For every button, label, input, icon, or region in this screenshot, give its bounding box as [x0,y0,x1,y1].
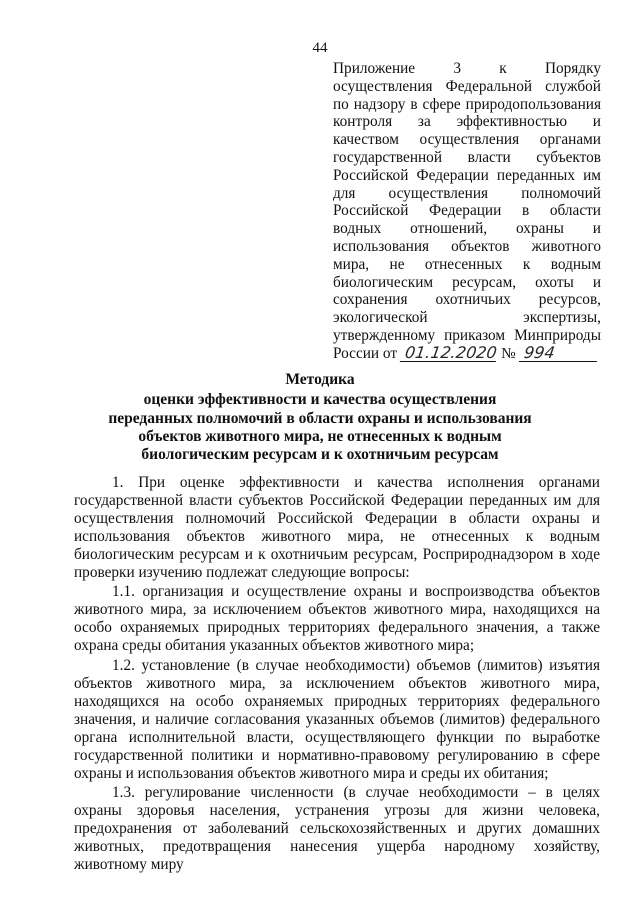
appendix-line: экологической экспертизы, [333,309,601,327]
page-number: 44 [312,40,328,56]
appendix-line: использования объектов животного [333,237,601,255]
appendix-line: Российской Федерации в области [333,202,601,220]
title-main: Методика [285,371,355,388]
title-line: биологическим ресурсам и к охотничьим ресурсам [141,446,499,464]
appendix-header [333,60,601,363]
paragraph-1-2: 1.2. установление (в случае необходимости) объемов (лимитов) изъятия объектов животного мира, за исключением объектов животного мира, находящихся на особо охраняемых природных территориях федерального значения, и наличие согласования указанных объемов (лимитов) федерального органа исполнительной власти, осуществляющего функции по выработке государственной политики и нормативно-правовому регулированию в сфере охраны и использования объектов животного мира и среды их обитания; [74,657,600,782]
appendix-line: для осуществления полномочий [333,184,601,202]
appendix-line: утвержденному приказом Минприроды [333,326,601,344]
appendix-line: качеством осуществления органами [333,131,601,149]
number-label: № [501,344,516,362]
appendix-line: Приложение 3 к Порядку [333,60,601,77]
approval-line [333,342,601,363]
handwritten-number: 994 [518,345,598,362]
title-line: оценки эффективности и качества осуществления [143,391,497,409]
appendix-line: мира, не отнесенных к водным [333,255,601,273]
document-body [74,474,600,874]
document-title [0,371,640,464]
appendix-line: осуществления Федеральной службой [333,77,601,95]
appendix-line: государственной власти субъектов [333,148,601,166]
paragraph-1-1: 1.1. организация и осуществление охраны и воспроизводства объектов животного мира, за исключением объектов животного мира, находящихся на особо охраняемых природных территориях федерального значения, а также охрана среды обитания указанных объектов животного мира; [74,583,600,655]
paragraph-1-3: 1.3. регулирование численности (в случае необходимости – в целях охраны здоровья населения, устранения угрозы для жизни человека, предохранения от заболеваний сельскохозяйственных и других домашних животных, предотвращения нанесения ущерба народному хозяйству, животному миру [74,784,600,874]
title-line: объектов животного мира, не отнесенных к водным [138,427,502,445]
handwritten-date: 01.12.2020 [400,345,498,362]
appendix-line: водных отношений, охраны и [333,220,601,238]
appendix-line: сохранения охотничьих ресурсов, [333,291,601,309]
appendix-line: по надзору в сфере природопользования [333,95,601,113]
title-line: переданных полномочий в области охраны и использования [108,409,532,427]
appendix-line: Российской Федерации переданных им [333,166,601,184]
approval-prefix: России от [333,344,398,362]
appendix-line: биологическим ресурсам, охоты и [333,273,601,291]
appendix-line: контроля за эффективностью и [333,113,601,131]
paragraph-1: 1. При оценке эффективности и качества исполнения органами государственной власти субъектов Российской Федерации переданных им для осуществления полномочий Российской Федерации в области охраны и использования объектов животного мира, не отнесенных к водным биологическим ресурсам и к охотничьим ресурсам, Росприроднадзором в ходе проверки изучению подлежат следующие вопросы: [74,474,600,581]
